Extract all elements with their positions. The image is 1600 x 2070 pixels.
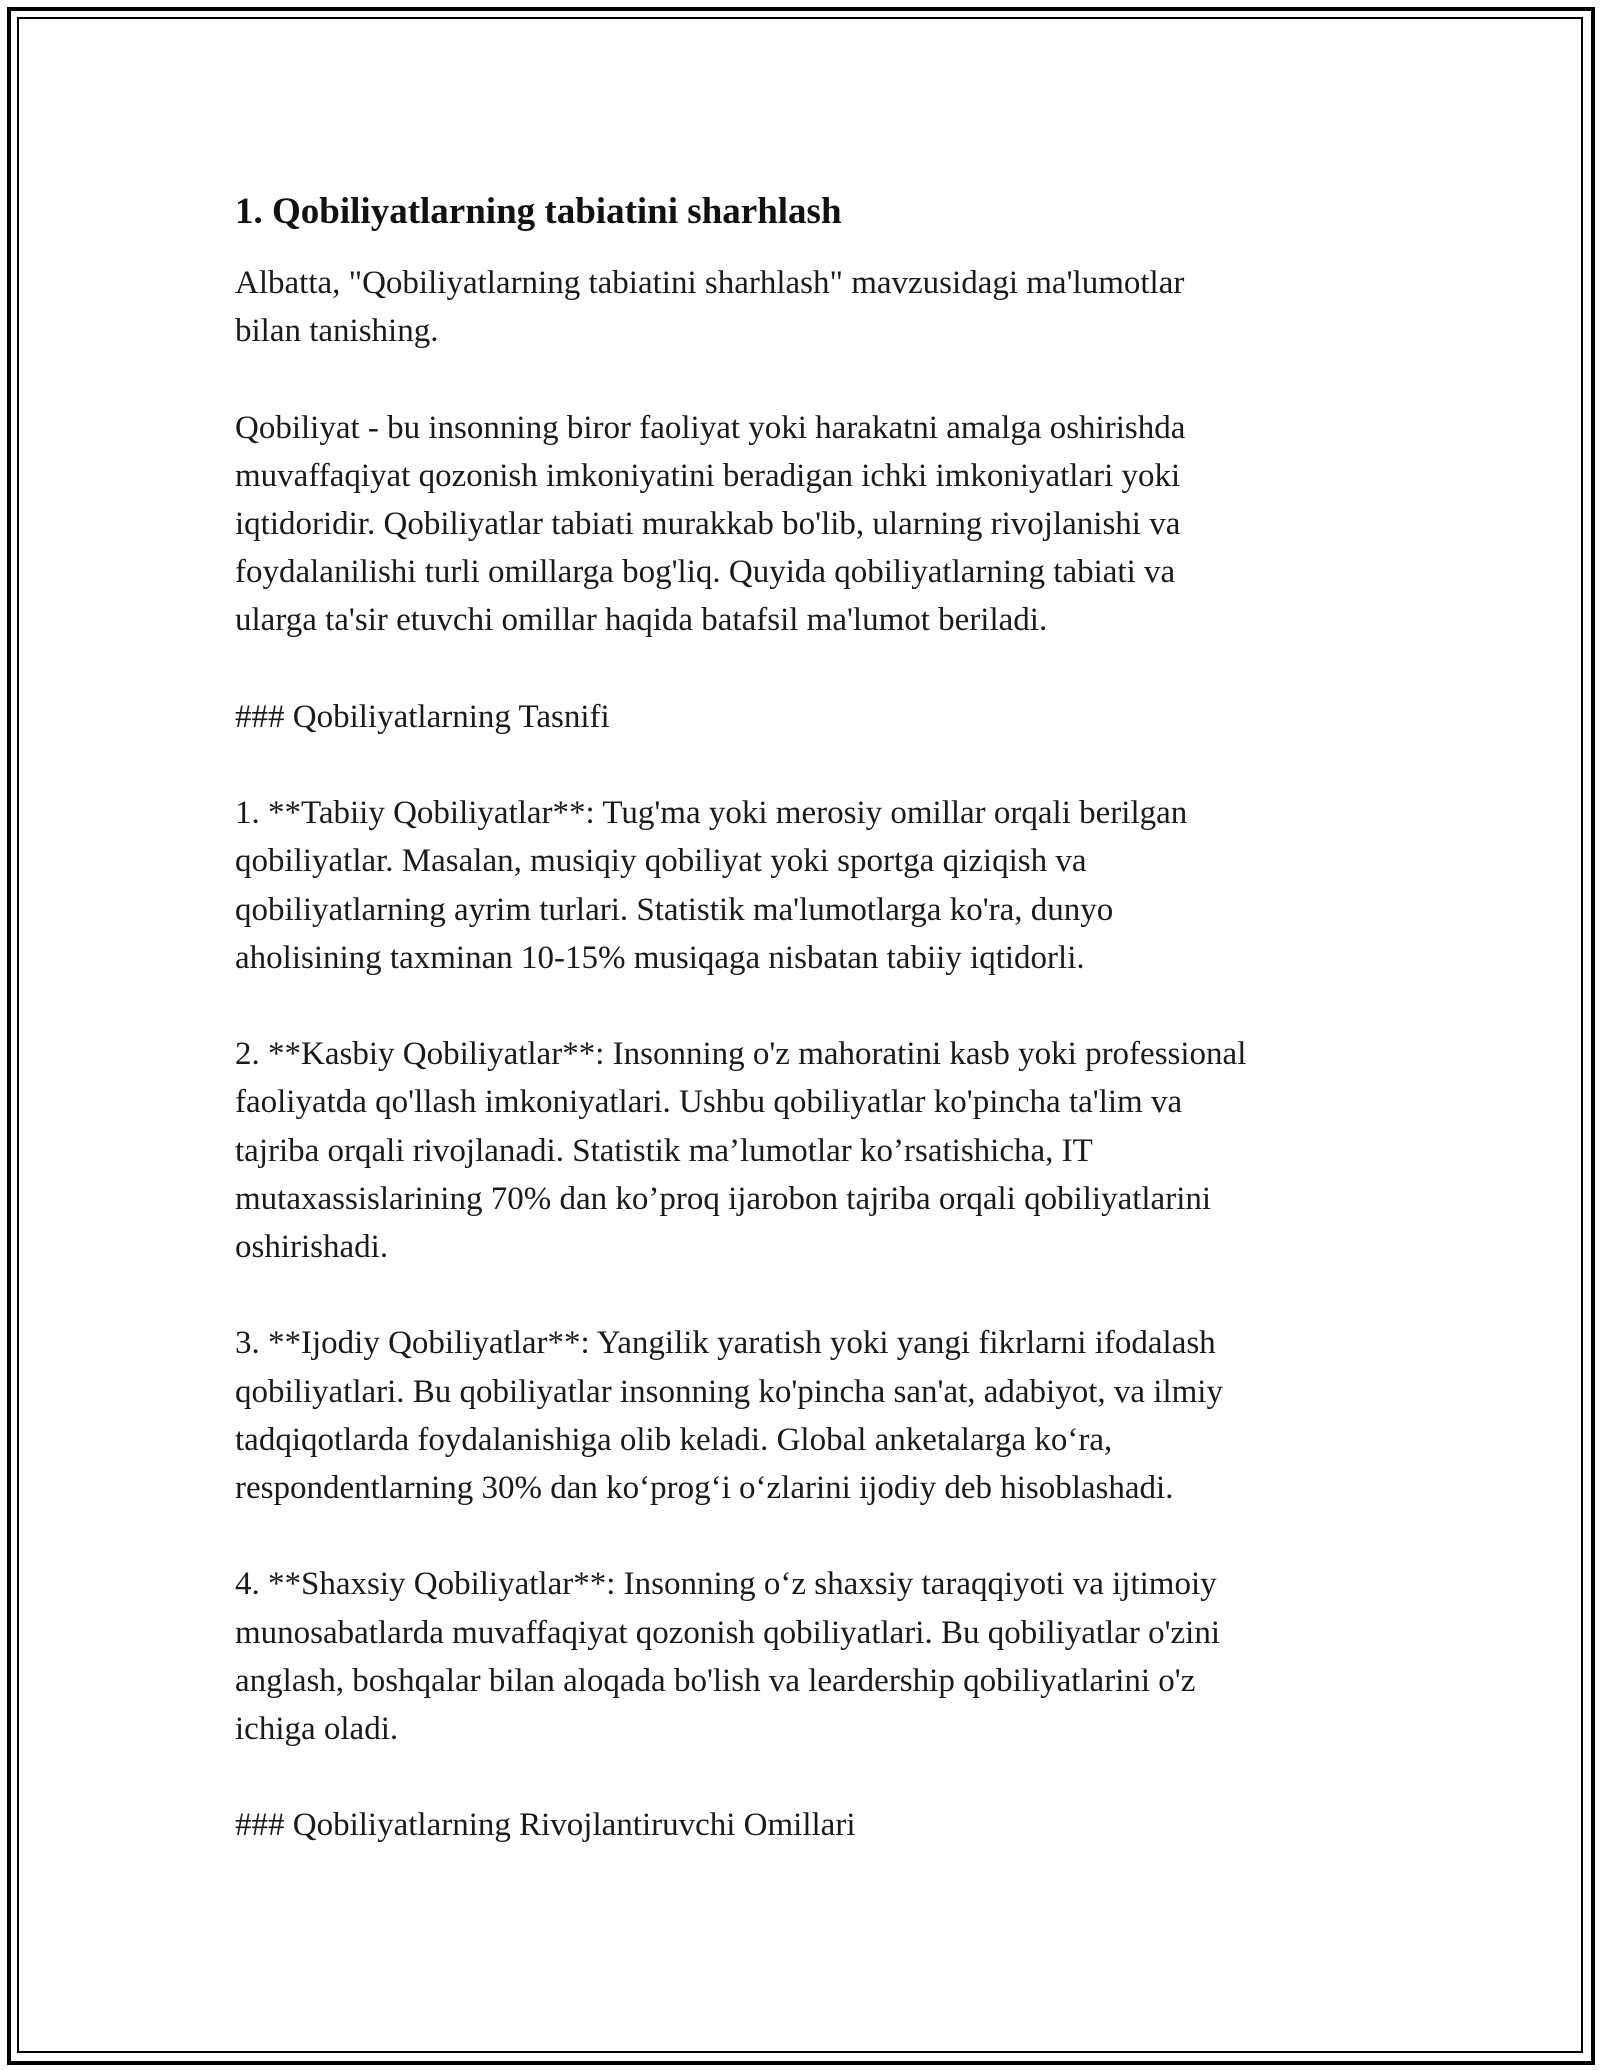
section-heading-omillari: ### Qobiliyatlarning Rivojlantiruvchi Omillari bbox=[235, 1807, 856, 1844]
list-item-tabiiy: 1. **Tabiiy Qobiliyatlar**: Tug'ma yoki merosiy omillar orqali berilgan qobiliyatlar. Masalan, musiqiy qobiliyat yoki sportga qiziqish va qobiliyatlarning ayrim turlari. Statistik ma'lumotlarga ko'ra, dunyo aholisining taxminan 10-15% musiqaga nisbatan tabiiy iqtidorli. bbox=[235, 795, 1188, 976]
document-body bbox=[235, 259, 1365, 1850]
section-heading-tasnifi: ### Qobiliyatlarning Tasnifi bbox=[235, 698, 610, 735]
list-item-kasbiy: 2. **Kasbiy Qobiliyatlar**: Insonning o'z mahoratini kasb yoki professional faoliyatda qo'llash imkoniyatlari. Ushbu qobiliyatlar ko'pincha ta'lim va tajriba orqali rivojlanadi. Statistik ma’lumotlar ko’rsatishicha, IT mutaxassislarining 70% dan ko’proq ijarobon tajriba orqali qobiliyatlarini oshirishadi. bbox=[235, 1036, 1247, 1265]
definition-paragraph: Qobiliyat - bu insonning biror faoliyat yoki harakatni amalga oshirishda muvaffaqiyat qozonish imkoniyatini beradigan ichki imkoniyatlari yoki iqtidoridir. Qobiliyatlar tabiati murakkab bo'lib, ularning rivojlanishi va foydalanilishi turli omillarga bog'liq. Quyida qobiliyatlarning tabiati va ularga ta'sir etuvchi omillar haqida batafsil ma'lumot beriladi. bbox=[235, 409, 1186, 639]
intro-paragraph: Albatta, "Qobiliyatlarning tabiatini sharhlash" mavzusidagi ma'lumotlar bilan tanishing. bbox=[235, 265, 1185, 350]
list-item-shaxsiy: 4. **Shaxsiy Qobiliyatlar**: Insonning o‘z shaxsiy taraqqiyoti va ijtimoiy munosabatlarda muvaffaqiyat qozonish qobiliyatlari. Bu qobiliyatlar o'zini anglash, boshqalar bilan aloqada bo'lish va leardership qobiliyatlarini o'z ichiga oladi. bbox=[235, 1566, 1221, 1747]
document-title: 1. Qobiliyatlarning tabiatini sharhlash bbox=[235, 191, 842, 232]
list-item-ijodiy: 3. **Ijodiy Qobiliyatlar**: Yangilik yaratish yoki yangi fikrlarni ifodalash qobiliyatlari. Bu qobiliyatlar insonning ko'pincha san'at, adabiyot, va ilmiy tadqiqotlarda foydalanishiga olib keladi. Global anketalarga ko‘ra, respondentlarning 30% dan ko‘prog‘i o‘zlarini ijodiy deb hisoblashadi. bbox=[235, 1325, 1223, 1506]
document-page bbox=[235, 188, 1365, 1898]
